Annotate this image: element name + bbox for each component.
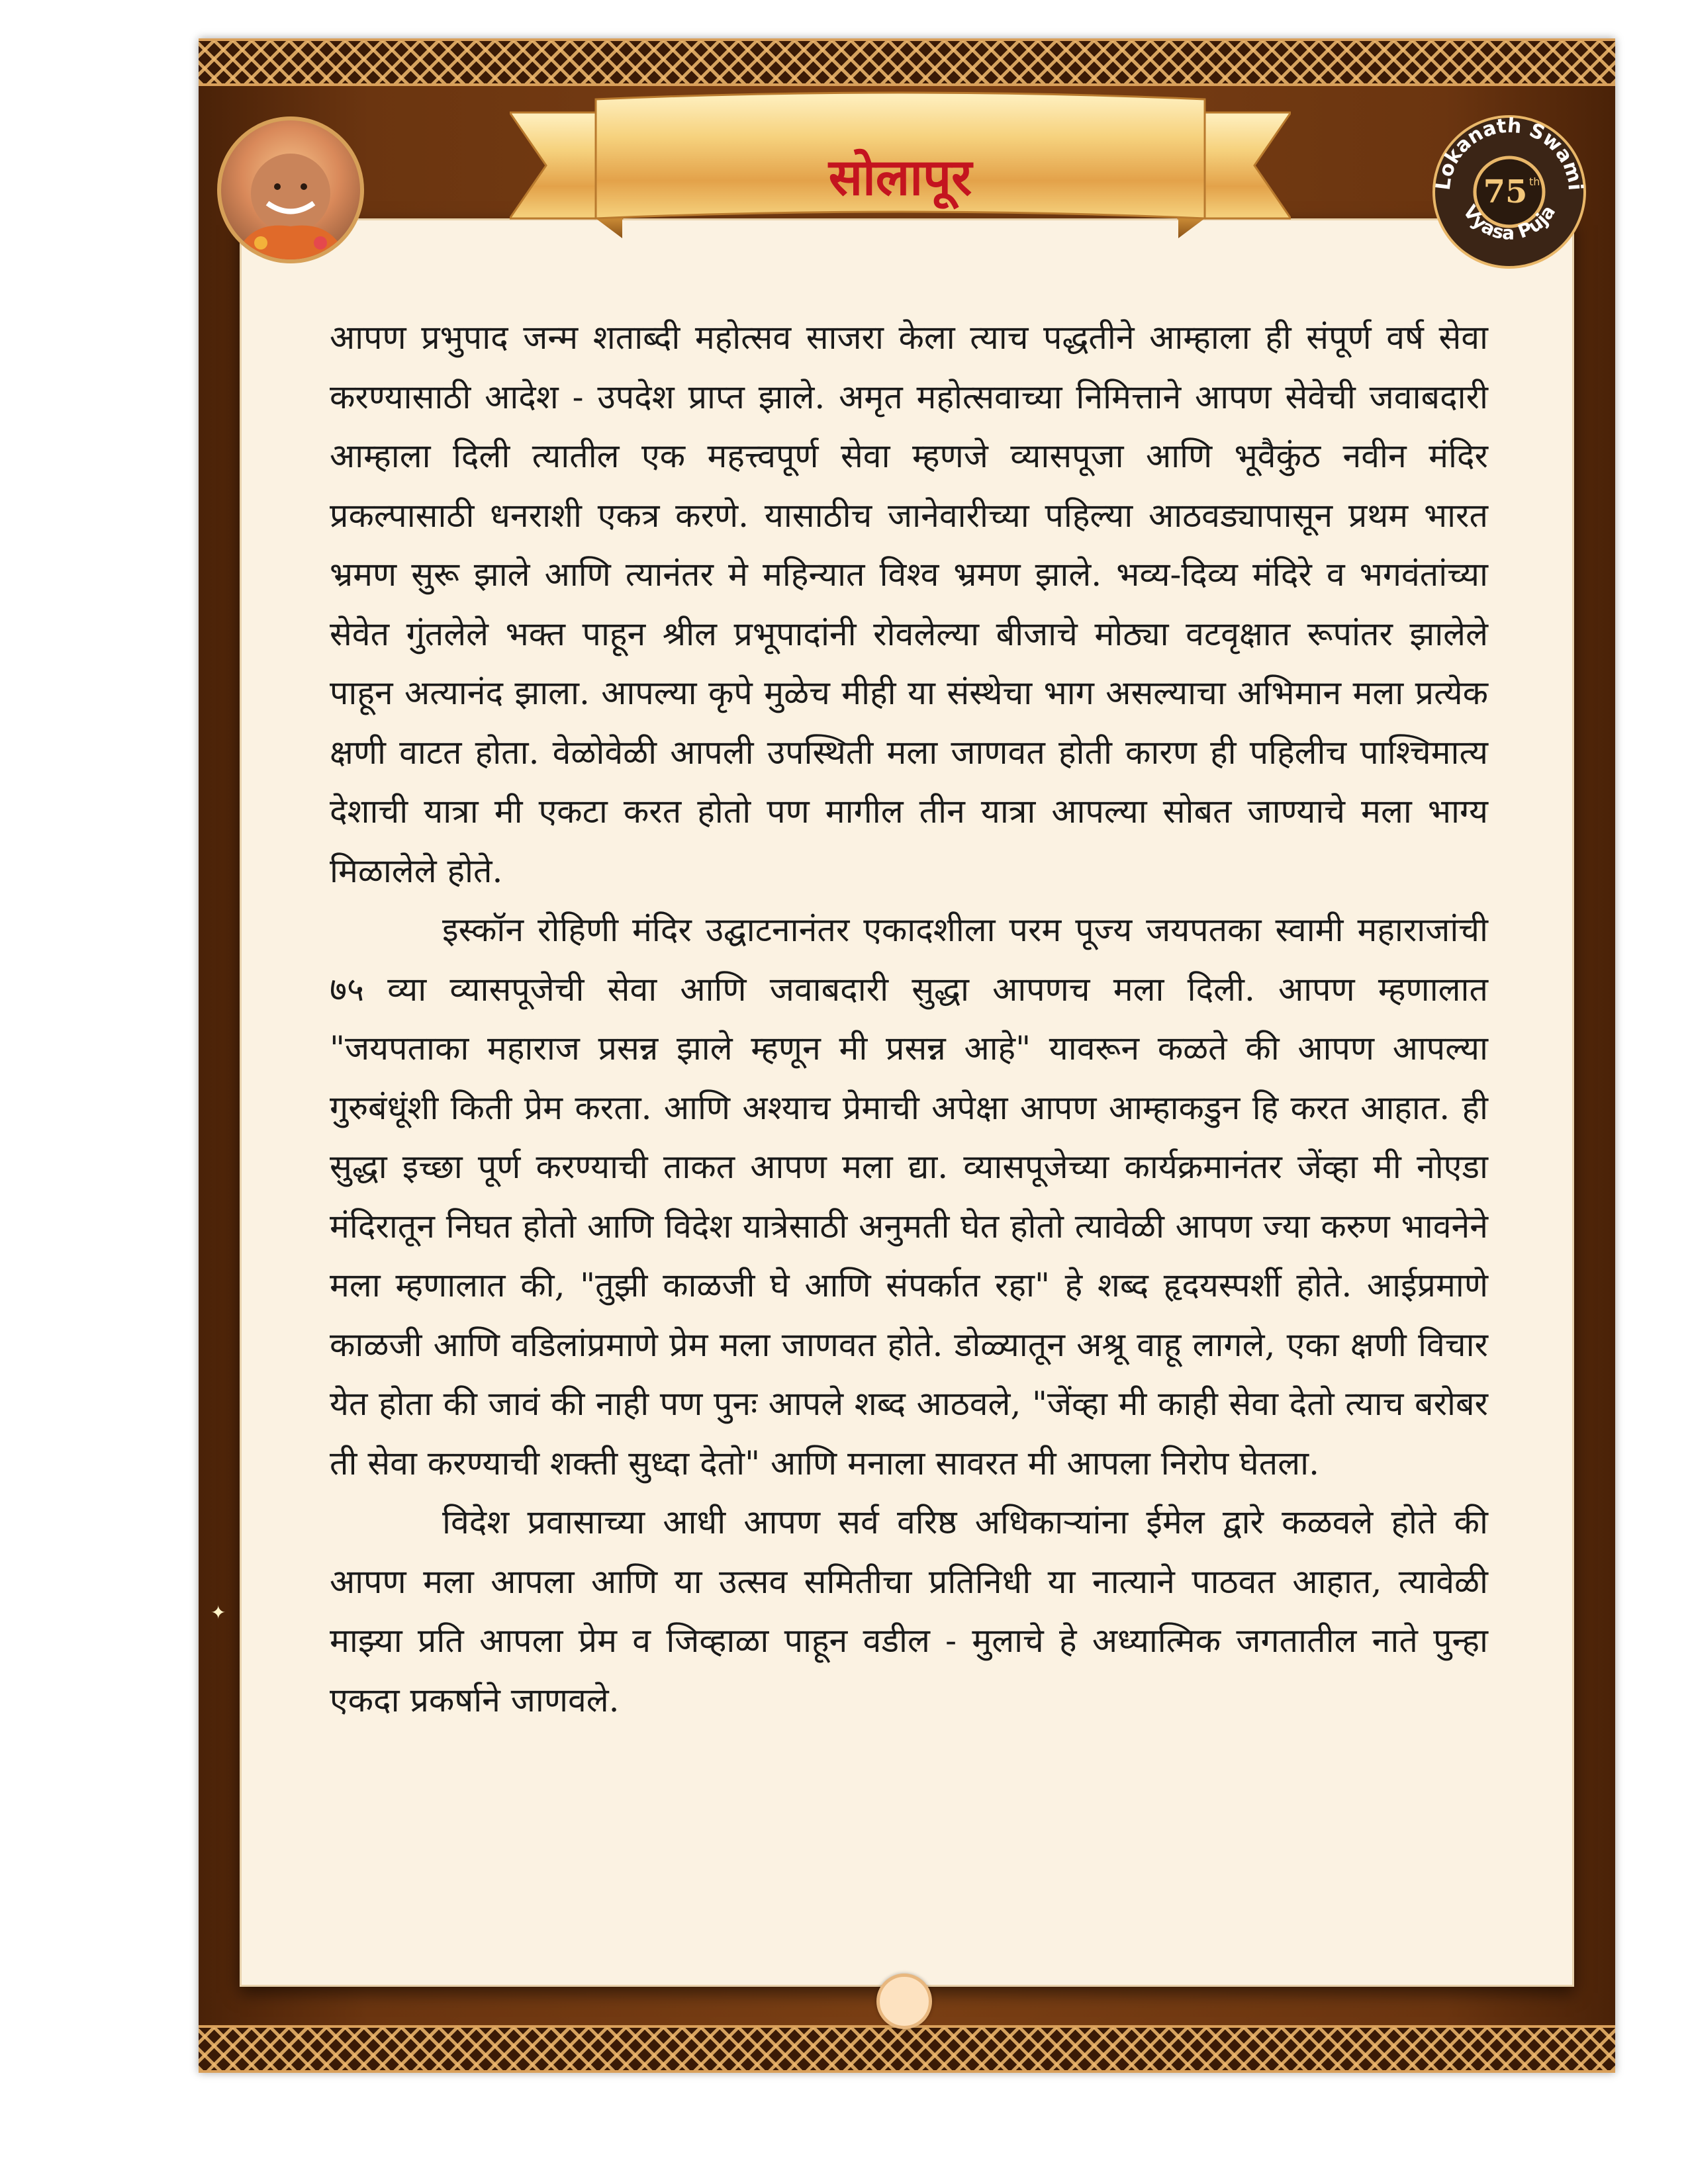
badge-bottom-text: Vyasa Puja (1458, 201, 1560, 244)
vyasa-puja-badge (1430, 113, 1589, 271)
sparkle-icon: ✦ (211, 1602, 226, 1623)
top-ornament-border (199, 38, 1615, 86)
badge-top-text: Lokanath Swami (1431, 114, 1587, 192)
avatar (217, 116, 364, 263)
portrait-image (221, 120, 360, 259)
bottom-ornament-border (199, 2025, 1615, 2073)
paragraph: आपण प्रभुपाद जन्म शताब्दी महोत्सव साजरा केला त्याच पद्धतीने आम्हाला ही संपूर्ण वर्ष सेवा करण्यासाठी आदेश - उपदेश प्राप्त झाले. अमृत महोत्सवाच्या निमित्ताने आपण सेवेची जवाबदारी आम्हाला दिली त्यातील एक महत्त्वपूर्ण सेवा म्हणजे व्यासपूजा आणि भूवैकुंठ नवीन मंदिर प्रकल्पासाठी धनराशी एकत्र करणे. यासाठीच जानेवारीच्या पहिल्या आठवड्यापासून प्रथम भारत भ्रमण सुरू झाले आणि त्यानंतर मे महिन्यात विश्व भ्रमण झाले. भव्य-दिव्य मंदिरे व भगवंतांच्या सेवेत गुंतलेले भक्त पाहून श्रील प्रभूपादांनी रोवलेल्या बीजाचे मोठ्या वटवृक्षात रूपांतर झालेले पाहून अत्यानंद झाला. आपल्या कृपे मुळेच मीही या संस्थेचा भाग असल्याचा अभिमान मला प्रत्येक क्षणी वाटत होता. वेळोवेळी आपली उपस्थिती मला जाणवत होती कारण ही पहिलीच पाश्चिमात्य देशाची यात्रा मी एकटा करत होतो पण मागील तीन यात्रा आपल्या सोबत जाण्याचे मला भाग्य मिळालेले होते. (330, 318, 1488, 890)
paragraph: विदेश प्रवासाच्या आधी आपण सर्व वरिष्ठ अधिकाऱ्यांना ईमेल द्वारे कळवले होते की आपण मला आपला आणि या उत्सव समितीचा प्रतिनिधी या नात्याने पाठवत आहात, त्यावेळी माझ्या प्रति आपला प्रेम व जिव्हाळा पाहून वडील - मुलाचे हे अध्यात्मिक जगतातील नाते पुन्हा एकदा प्रकर्षाने जाणवले. (330, 1503, 1488, 1719)
badge-suffix: th (1529, 175, 1540, 188)
page-title: सोलापूर (828, 148, 972, 206)
paragraph: इस्कॉन रोहिणी मंदिर उद्घाटनानंतर एकादशीला परम पूज्य जयपतका स्वामी महाराजांची ७५ व्या व्यासपूजेची सेवा आणि जवाबदारी सुद्धा आपणच मला दिली. आपण म्हणालात "जयपताका महाराज प्रसन्न झाले म्हणून मी प्रसन्न आहे" यावरून कळते की आपण आपल्या गुरुबंधूंशी किती प्रेम करता. आणि अश्याच प्रेमाची अपेक्षा आपण आम्हाकडुन हि करत आहात. ही सुद्धा इच्छा पूर्ण करण्याची ताकत आपण मला द्या. व्यासपूजेच्या कार्यक्रमानंतर जेंव्हा मी नोएडा मंदिरातून निघत होतो आणि विदेश यात्रेसाठी अनुमती घेत होतो त्यावेळी आपण ज्या करुण भावनेने मला म्हणालात की, "तुझी काळजी घे आणि संपर्कात रहा" हे शब्द हृदयस्पर्शी होते. आईप्रमाणे काळजी आणि वडिलांप्रमाणे प्रेम मला जाणवत होते. डोळ्यातून अश्रू वाहू लागले, एका क्षणी विचार येत होता की जावं की नाही पण पुनः आपले शब्द आठवले, "जेंव्हा मी काही सेवा देतो त्याच बरोबर ती सेवा करण्याची शक्ती सुध्दा देतो" आणि मनाला सावरत मी आपला निरोप घेतला. (330, 911, 1488, 1482)
page-marker (876, 1974, 932, 2029)
badge-number: 75 (1483, 173, 1528, 210)
body-text (330, 308, 1488, 1730)
